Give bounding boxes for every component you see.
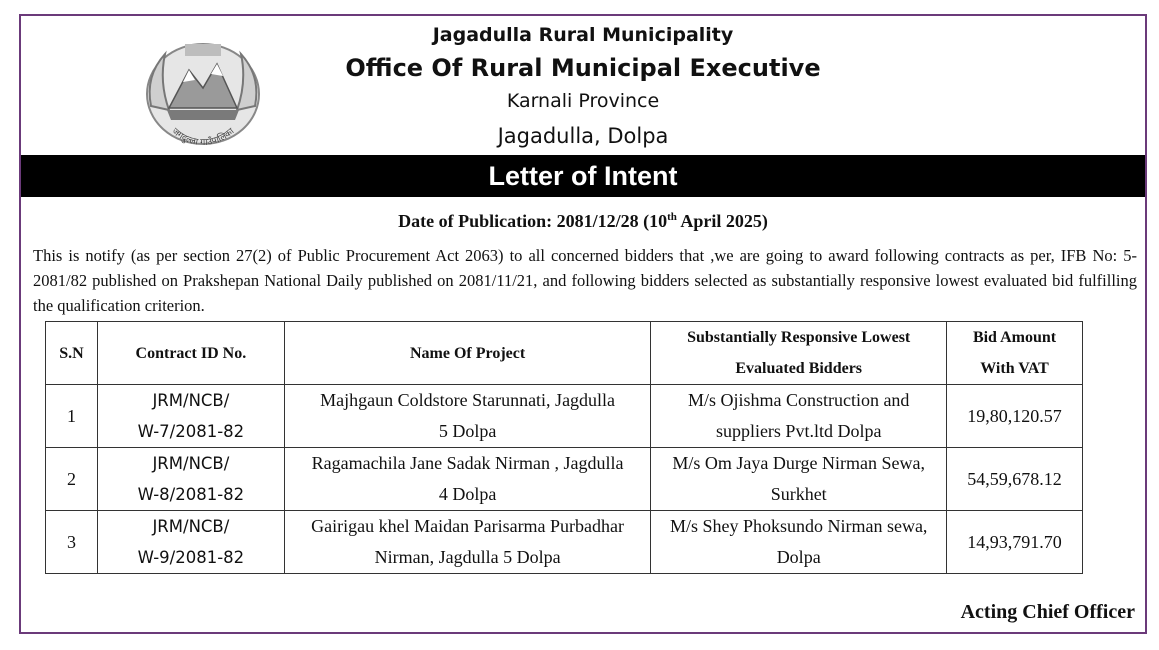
publication-date (21, 211, 1145, 232)
cell-bidder (651, 385, 947, 448)
bidder-line1: M/s Ojishma Construction and (687, 390, 910, 410)
cell-sn: 2 (46, 448, 98, 511)
header-project: Name Of Project (284, 322, 651, 385)
project-line2: 5 Dolpa (438, 421, 497, 441)
header-amount (947, 322, 1083, 385)
cell-bidder (651, 511, 947, 574)
province-name: Karnali Province (506, 90, 660, 112)
bidder-line1: M/s Shey Phoksundo Nirman sewa, (669, 516, 928, 536)
project-line1: Ragamachila Jane Sadak Nirman , Jagdulla (311, 453, 624, 473)
project-line2: Nirman, Jagdulla 5 Dolpa (374, 547, 561, 567)
cell-sn: 1 (46, 385, 98, 448)
publication-date-sup: th (667, 211, 677, 223)
contract-id-line1: JRM/NCB/ (152, 454, 230, 473)
signoff-title: Acting Chief Officer (960, 601, 1135, 623)
notice-paragraph: This is notify (as per section 27(2) of Public Procurement Act 2063) to all concerned bidders that ,we are going to award following contracts as per, IFB No: 5-2081/82 published on Prakshepan National Daily published on 2081/11/21, and following bidders selected as substantially responsive lowest evaluated bid fulfilling the qualification criterion. (33, 246, 1137, 315)
cell-contract-id (97, 448, 284, 511)
cell-project (284, 511, 651, 574)
header-amount-line2: With VAT (980, 360, 1049, 377)
header-contract-id: Contract ID No. (97, 322, 284, 385)
header-amount-line1: Bid Amount (972, 329, 1057, 346)
project-line2: 4 Dolpa (438, 484, 497, 504)
cell-amount: 54,59,678.12 (947, 448, 1083, 511)
table-row (46, 511, 1083, 574)
contract-id-line2: W-9/2081-82 (137, 548, 245, 567)
project-line1: Gairigau khel Maidan Parisarma Purbadhar (311, 516, 625, 536)
cell-project (284, 448, 651, 511)
header-bidder-line1: Substantially Responsive Lowest (687, 329, 911, 346)
cell-contract-id (97, 385, 284, 448)
table-header-row (46, 322, 1083, 385)
contract-id-line1: JRM/NCB/ (152, 517, 230, 536)
header-bidder-line2: Evaluated Bidders (735, 360, 863, 377)
contract-id-line2: W-7/2081-82 (137, 422, 245, 441)
municipality-name: Jagadulla Rural Municipality (432, 24, 734, 46)
publication-date-prefix: Date of Publication: 2081/12/28 (10 (398, 211, 668, 231)
header-bidder (651, 322, 947, 385)
publication-date-suffix: April 2025) (676, 211, 768, 231)
letter-title-banner: Letter of Intent (21, 155, 1145, 197)
contracts-table (45, 321, 1083, 574)
bidder-line1: M/s Om Jaya Durge Nirman Sewa, (672, 453, 925, 473)
bidder-line2: Dolpa (776, 547, 821, 567)
emblem-text: जगदुल्ला गाउँपालिका (169, 126, 237, 148)
letterhead (21, 16, 1145, 156)
table-row (46, 385, 1083, 448)
project-line1: Majhgaun Coldstore Starunnati, Jagdulla (320, 390, 616, 410)
cell-contract-id (97, 511, 284, 574)
contract-id-line1: JRM/NCB/ (152, 391, 230, 410)
header-sn: S.N (46, 322, 98, 385)
bidder-line2: suppliers Pvt.ltd Dolpa (715, 421, 882, 441)
table-row (46, 448, 1083, 511)
cell-project (284, 385, 651, 448)
office-name: Office Of Rural Municipal Executive (345, 54, 821, 82)
cell-bidder (651, 448, 947, 511)
bidder-line2: Surkhet (770, 484, 827, 504)
cell-amount: 19,80,120.57 (947, 385, 1083, 448)
location-name: Jagadulla, Dolpa (497, 124, 669, 148)
cell-amount: 14,93,791.70 (947, 511, 1083, 574)
cell-sn: 3 (46, 511, 98, 574)
contract-id-line2: W-8/2081-82 (137, 485, 245, 504)
